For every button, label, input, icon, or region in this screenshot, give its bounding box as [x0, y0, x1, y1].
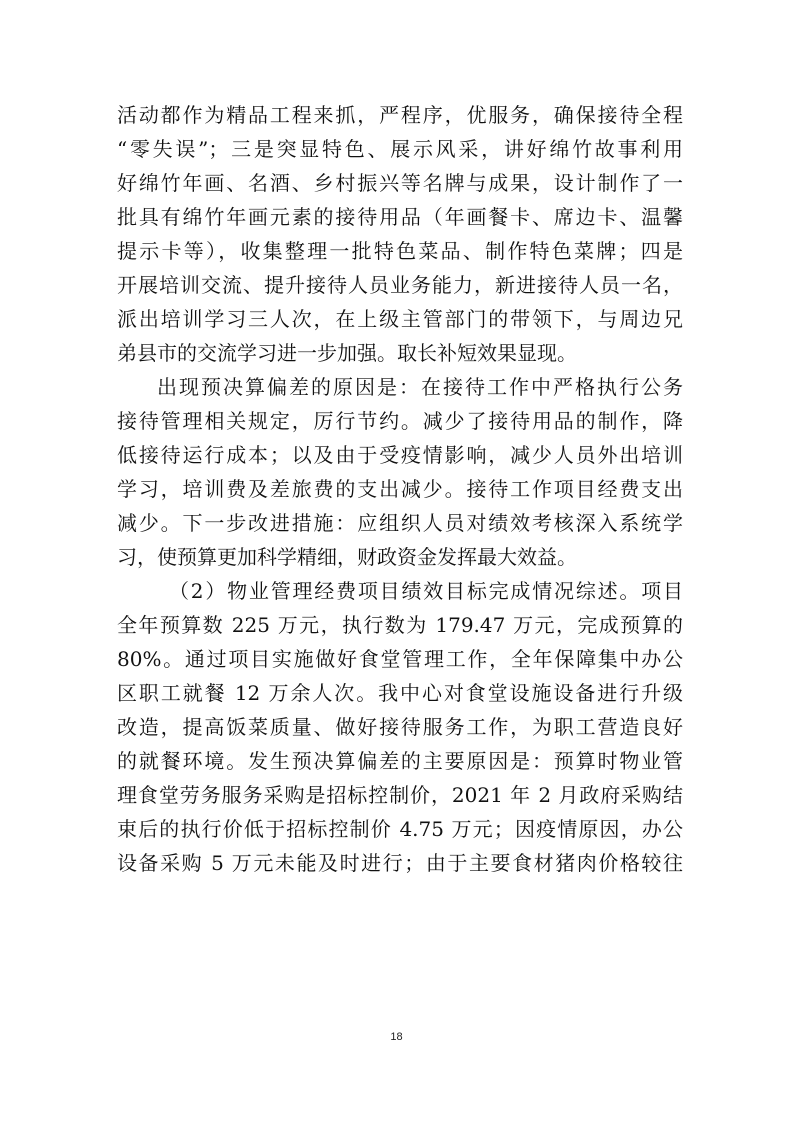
- text-line: 习，使预算更加科学精细，财政资金发挥最大效益。: [117, 545, 577, 569]
- text-line: 80%。通过项目实施做好食堂管理工作，全年保障集中办公: [117, 647, 683, 671]
- text-line: “零失误”；三是突显特色、展示风采，讲好绵竹故事利用: [117, 137, 683, 161]
- text-line: 弟县市的交流学习进一步加强。取长补短效果显现。: [117, 341, 577, 365]
- text-line: 开展培训交流、提升接待人员业务能力，新进接待人员一名，: [117, 273, 683, 297]
- text-line: 好绵竹年画、名酒、乡村振兴等名牌与成果，设计制作了一: [117, 171, 683, 195]
- page-number: 18: [390, 1031, 403, 1043]
- text-line: 批具有绵竹年画元素的接待用品（年画餐卡、席边卡、温馨: [117, 205, 683, 229]
- text-line: 的就餐环境。发生预决算偏差的主要原因是：预算时物业管: [117, 749, 683, 773]
- text-line: 低接待运行成本；以及由于受疫情影响，减少人员外出培训: [117, 443, 683, 467]
- text-line: 接待管理相关规定，厉行节约。减少了接待用品的制作，降: [117, 409, 683, 433]
- text-line: 改造，提高饭菜质量、做好接待服务工作，为职工营造良好: [117, 715, 683, 739]
- body-text: [117, 98, 683, 880]
- text-line: 派出培训学习三人次，在上级主管部门的带领下，与周边兄: [117, 307, 683, 331]
- text-line: 提示卡等），收集整理一批特色菜品、制作特色菜牌；四是: [117, 239, 683, 263]
- text-line: 全年预算数 225 万元，执行数为 179.47 万元，完成预算的: [117, 613, 683, 637]
- paragraph-start-line: （2）物业管理经费项目绩效目标完成情况综述。项目: [169, 579, 683, 603]
- paragraph-start-line: 出现预决算偏差的原因是：在接待工作中严格执行公务: [157, 375, 683, 399]
- text-line: 减少。下一步改进措施：应组织人员对绩效考核深入系统学: [117, 511, 683, 535]
- text-line: 理食堂劳务服务采购是招标控制价，2021 年 2 月政府采购结: [117, 783, 683, 807]
- text-line: 活动都作为精品工程来抓，严程序，优服务，确保接待全程: [117, 103, 683, 127]
- text-line: 区职工就餐 12 万余人次。我中心对食堂设施设备进行升级: [117, 681, 683, 705]
- text-line: 束后的执行价低于招标控制价 4.75 万元；因疫情原因，办公: [117, 817, 683, 841]
- text-line: 学习，培训费及差旅费的支出减少。接待工作项目经费支出: [117, 477, 683, 501]
- text-line: 设备采购 5 万元未能及时进行；由于主要食材猪肉价格较往: [117, 851, 683, 875]
